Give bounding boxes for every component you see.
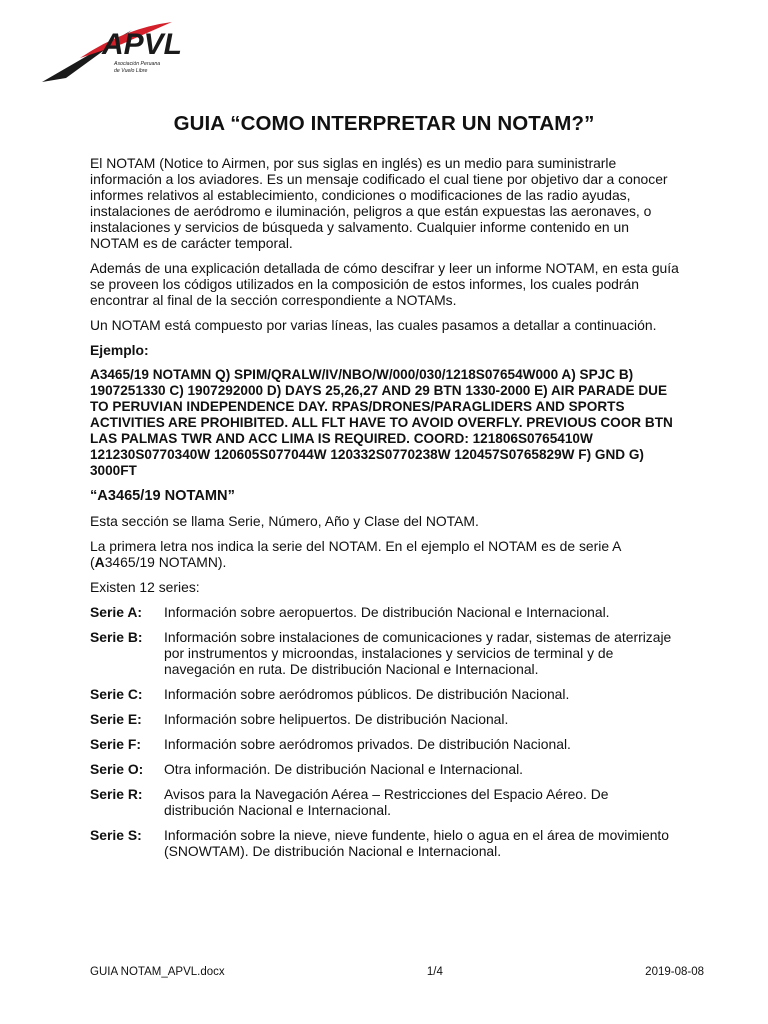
- p2-text: La primera letra nos indica la serie del NOTAM. En el ejemplo el NOTAM es de serie A (: [90, 538, 621, 570]
- serie-label: Serie R:: [90, 786, 143, 802]
- p2-tail: 3465/19 NOTAMN).: [104, 554, 227, 570]
- serie-description: Información sobre aeropuertos. De distribución Nacional e Internacional.: [164, 604, 610, 620]
- section-heading: “A3465/19 NOTAMN”: [90, 488, 235, 504]
- serie-row: [90, 711, 680, 727]
- logo-subtitle-1: Asociación Peruana: [114, 61, 161, 67]
- serie-row: [90, 629, 680, 677]
- serie-description: Información sobre aeródromos públicos. De distribución Nacional.: [164, 686, 570, 702]
- example-label: Ejemplo:: [90, 342, 149, 358]
- serie-label: Serie F:: [90, 736, 141, 752]
- serie-label: Serie A:: [90, 604, 142, 620]
- serie-label: Serie B:: [90, 629, 143, 645]
- section-paragraph-3: Existen 12 series:: [90, 579, 200, 595]
- apvl-logo: [40, 18, 210, 88]
- serie-row: [90, 761, 680, 777]
- serie-label: Serie E:: [90, 711, 142, 727]
- serie-row: [90, 786, 680, 818]
- serie-label: Serie O:: [90, 761, 144, 777]
- serie-row: [90, 736, 680, 752]
- serie-row: [90, 604, 680, 620]
- footer-page-number: 1/4: [426, 966, 443, 978]
- series-list: [90, 604, 680, 859]
- page-footer: [90, 966, 704, 978]
- serie-description: Otra información. De distribución Nacional e Internacional.: [164, 761, 524, 777]
- serie-description: Avisos para la Navegación Aérea – Restricciones del Espacio Aéreo. De distribución Nacional e Internacional.: [164, 786, 609, 818]
- section-paragraph-2: [90, 538, 680, 570]
- serie-label: Serie S:: [90, 827, 142, 843]
- example-notam: A3465/19 NOTAMN Q) SPIM/QRALW/IV/NBO/W/000/030/1218S07654W000 A) SPJC B) 1907251330 C) 1907292000 D) DAYS 25,26,27 AND 29 BTN 1330-2000 E) AIR PARADE DUE TO PERUVIAN INDEPENDENCE DAY. RPAS/DRONES/PARAGLIDERS AND SPORTS ACTIVITIES ARE PROHIBITED. ALL FLT HAVE TO AVOID OVERFLY. PREVIOUS COOR BTN LAS PALMAS TWR AND ACC LIMA IS REQUIRED. COORD: 121806S0765410W 121230S0770340W 120605S077044W 120332S0770238W 120457S0765829W F) GND G) 3000FT: [90, 367, 673, 478]
- document-body: [90, 155, 680, 868]
- serie-row: [90, 827, 680, 859]
- intro-paragraph-2: Además de una explicación detallada de cómo descifrar y leer un informe NOTAM, en esta guía se proveen los códigos utilizados en la composición de estos informes, los cuales podrán encontrar al final de la sección correspondiente a NOTAMs.: [90, 260, 679, 308]
- intro-paragraph-3: Un NOTAM está compuesto por varias líneas, las cuales pasamos a detallar a continuación.: [90, 317, 657, 333]
- serie-description: Información sobre la nieve, nieve fundente, hielo o agua en el área de movimiento (SNOWTAM). De distribución Nacional e Internacional.: [164, 827, 670, 859]
- serie-description: Información sobre aeródromos privados. De distribución Nacional.: [164, 736, 571, 752]
- serie-row: [90, 686, 680, 702]
- serie-label: Serie C:: [90, 686, 143, 702]
- document-title: GUIA “COMO INTERPRETAR UN NOTAM?”: [173, 112, 595, 135]
- serie-description: Información sobre helipuertos. De distribución Nacional.: [164, 711, 509, 727]
- serie-description: Información sobre instalaciones de comunicaciones y radar, sistemas de aterrizaje por instrumentos y microondas, instalaciones y servicios de terminal y de navegación en ruta. De distribución Nacional e Internacional.: [164, 629, 672, 677]
- footer-filename: GUIA NOTAM_APVL.docx: [90, 966, 225, 978]
- logo-subtitle-2: de Vuelo Libre: [114, 68, 148, 74]
- intro-paragraph-1: El NOTAM (Notice to Airmen, por sus siglas en inglés) es un medio para suministrarle información a los aviadores. Es un mensaje codificado el cual tiene por objetivo dar a conocer informes relativos al establecimiento, condiciones o modificaciones de las radio ayudas, instalaciones de aeródromo e iluminación, peligros a que están expuestas las aeronaves, o instalaciones y servicios de búsqueda y salvamento. Cualquier informe contenido en un NOTAM es de carácter temporal.: [90, 155, 668, 251]
- section-paragraph-1: Esta sección se llama Serie, Número, Año y Clase del NOTAM.: [90, 513, 479, 529]
- p2-bold: A: [94, 554, 105, 570]
- footer-date: 2019-08-08: [645, 966, 704, 978]
- logo-text: APVL: [102, 28, 183, 61]
